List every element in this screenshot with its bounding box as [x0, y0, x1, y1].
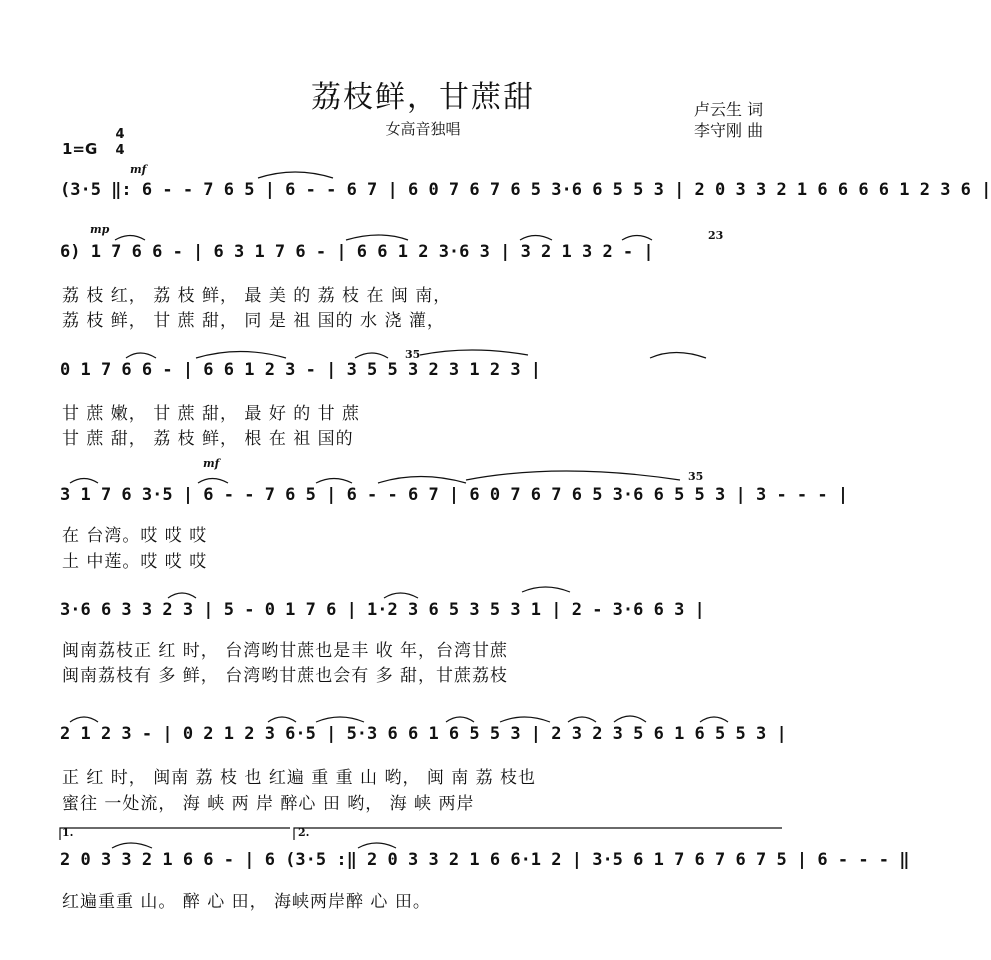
- tie-slur: [316, 479, 352, 484]
- lyric-line: 在 台湾。哎 哎 哎: [62, 526, 208, 546]
- tie-slur: [650, 353, 706, 359]
- volta-bracket: [294, 828, 782, 840]
- lyric-line: 荔 枝 红， 荔 枝 鲜， 最 美 的 荔 枝 在 闽 南，: [62, 286, 452, 306]
- tie-slur: [316, 717, 364, 722]
- dynamic-mark: mf: [203, 457, 220, 470]
- tie-slur: [378, 477, 466, 484]
- lyric-line: 正 红 时， 闽南 荔 枝 也 红遍 重 重 山 哟， 闽 南 荔 枝也: [62, 768, 537, 788]
- lyricist-credit: 卢云生 词: [694, 100, 764, 119]
- tie-slur: [115, 236, 145, 241]
- notation-line: 2 1 2 3 - | 0 2 1 2 3 6·5 | 5·3 6 6 1 6 5 5 3 | 2 3 2 3 5 6 1 6 5 5 3 |: [60, 724, 787, 744]
- tie-slur: [358, 843, 396, 848]
- volta-bracket: [60, 828, 290, 840]
- grace-note: 35: [688, 470, 704, 483]
- tie-slur: [500, 717, 550, 722]
- lyric-line: 甘 蔗 甜， 荔 枝 鲜， 根 在 祖 国的: [62, 429, 354, 449]
- lyric-line: 土 中莲。哎 哎 哎: [62, 552, 208, 572]
- tie-slur: [420, 350, 528, 355]
- notation-line: 0 1 7 6 6 - | 6 6 1 2 3 - | 3 5 5 3 2 3 1 2 3 |: [60, 360, 542, 380]
- volta-first-ending: 1.: [62, 826, 74, 839]
- song-subtitle: 女高音独唱: [385, 120, 461, 138]
- tie-slur: [568, 717, 596, 722]
- lyric-line: 蜜往 一处流， 海 峡 两 岸 醉心 田 哟， 海 峡 两岸: [62, 794, 475, 814]
- tie-slur: [466, 471, 680, 480]
- tie-slur: [268, 717, 296, 722]
- tie-slur: [520, 236, 552, 241]
- lyric-line: 荔 枝 鲜， 甘 蔗 甜， 同 是 祖 国的 水 浇 灌，: [62, 311, 445, 331]
- tie-slur: [700, 717, 728, 722]
- tie-slur: [622, 236, 652, 241]
- tie-slur: [70, 717, 98, 722]
- notation-line: 3·6 6 3 3 2 3 | 5 - 0 1 7 6 | 1·2 3 6 5 3 5 3 1 | 2 - 3·6 6 3 |: [60, 600, 705, 620]
- key-signature: 1=G: [62, 140, 98, 158]
- tie-slur: [355, 353, 388, 358]
- tie-slur: [614, 716, 646, 722]
- tie-slur: [346, 235, 408, 240]
- grace-note: 23: [708, 229, 724, 242]
- tie-slur: [168, 593, 196, 598]
- song-title: 荔枝鲜，甘蔗甜: [311, 80, 535, 115]
- dynamic-mark: mp: [90, 223, 110, 236]
- lyric-line: 闽南荔枝有 多 鲜， 台湾哟甘蔗也会有 多 甜，甘蔗荔枝: [62, 666, 509, 686]
- tie-slur: [522, 587, 570, 592]
- time-signature-bottom: 4: [115, 143, 125, 158]
- volta-second-ending: 2.: [298, 826, 310, 839]
- tie-slur: [70, 479, 98, 484]
- lyric-line: 红遍重重 山。 醉 心 田， 海峡两岸醉 心 田。: [62, 892, 431, 912]
- dynamic-mark: mf: [130, 163, 147, 176]
- tie-slur: [196, 352, 286, 359]
- time-signature-top: 4: [115, 127, 125, 142]
- lyric-line: 闽南荔枝正 红 时， 台湾哟甘蔗也是丰 收 年，台湾甘蔗: [62, 641, 509, 661]
- composer-credit: 李守刚 曲: [694, 121, 764, 140]
- tie-slur: [258, 172, 333, 178]
- notation-line: 6) 1 7 6 6 - | 6 3 1 7 6 - | 6 6 1 2 3·6 3 | 3 2 1 3 2 - |: [60, 242, 654, 262]
- notation-line: 3 1 7 6 3·5 | 6 - - 7 6 5 | 6 - - 6 7 | 6 0 7 6 7 6 5 3·6 6 5 5 3 | 3 - - - |: [60, 485, 849, 505]
- notation-line: (3·5 ‖: 6 - - 7 6 5 | 6 - - 6 7 | 6 0 7 6 7 6 5 3·6 6 5 5 3 | 2 0 3 3 2 1 6 6 6 6 1 2 3 6 |: [60, 180, 991, 200]
- tie-slur: [446, 717, 474, 722]
- lyric-line: 甘 蔗 嫩， 甘 蔗 甜， 最 好 的 甘 蔗: [62, 404, 361, 424]
- tie-slur: [198, 479, 228, 484]
- tie-slur: [384, 593, 418, 598]
- grace-note: 35: [405, 348, 421, 361]
- tie-slur: [126, 353, 156, 358]
- tie-slur: [112, 843, 152, 848]
- notation-line: 2 0 3 3 2 1 6 6 - | 6 (3·5 :‖ 2 0 3 3 2 1 6 6·1 2 | 3·5 6 1 7 6 7 6 7 5 | 6 - - - ‖: [60, 850, 910, 870]
